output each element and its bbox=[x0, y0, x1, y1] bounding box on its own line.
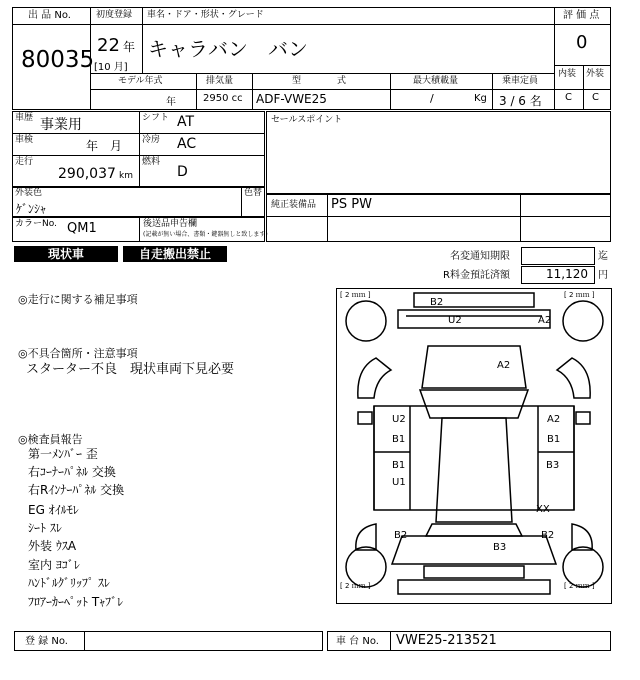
first-reg-label: 初度登録 bbox=[96, 10, 133, 20]
docs-label: 後送品申告欄 bbox=[143, 219, 198, 229]
mark-rear-gate: B3 bbox=[493, 542, 507, 553]
inspector-item: 右Rｲﾝﾅｰﾊﾟﾈﾙ 交換 bbox=[28, 483, 125, 497]
mark-left-front-door: U2 bbox=[392, 414, 406, 425]
name-change-label: 名変通知期限 bbox=[450, 251, 510, 262]
displacement: 2950 cc bbox=[203, 93, 243, 104]
mark-left-rear-door-2: U1 bbox=[392, 477, 406, 488]
equipment-value: PS PW bbox=[331, 197, 372, 212]
mark-right-quarter: XX bbox=[536, 504, 550, 515]
name-change-unit: 迄 bbox=[598, 251, 608, 262]
inspector-item: 外装 ｳｽA bbox=[28, 539, 77, 553]
car-diagram bbox=[336, 288, 612, 604]
sales-point-label: セールスポイント bbox=[271, 115, 343, 125]
tire-front-right bbox=[563, 301, 603, 341]
lot-number: 80035 bbox=[21, 47, 95, 73]
interior-grade: C bbox=[565, 92, 572, 103]
inspector-item: ﾌﾛｱｰｶｰﾍﾟｯﾄ Tｬﾌﾞﾚ bbox=[28, 595, 124, 609]
inspector-item: 第一ﾒﾝﾊﾞｰ 歪 bbox=[28, 447, 98, 461]
ext-color-frame bbox=[12, 187, 265, 217]
registration-label: 登 録 No. bbox=[25, 636, 68, 647]
history-label: 車歴 bbox=[15, 113, 34, 123]
tire-front-left bbox=[346, 301, 386, 341]
recycle-label: R料金預託済額 bbox=[443, 270, 510, 281]
aircon-label: 冷房 bbox=[142, 135, 161, 145]
shift-value: AT bbox=[177, 114, 195, 130]
tire-label-tl: [ 2 ｍｍ ] bbox=[340, 291, 371, 299]
mark-front-bumper: B2 bbox=[430, 297, 444, 308]
type-label: 型 式 bbox=[292, 76, 347, 86]
inspector-item: ｼｰﾄ ｽﾚ bbox=[28, 521, 62, 535]
recycle-unit: 円 bbox=[598, 270, 608, 281]
defects-title: ◎不具合箇所・注意事項 bbox=[18, 347, 138, 360]
mileage-unit: km bbox=[119, 171, 133, 181]
capacity: 3 / 6 名 bbox=[499, 94, 542, 108]
inspector-item: ﾊﾝﾄﾞﾙｸﾞﾘｯﾌﾟ ｽﾚ bbox=[28, 576, 110, 590]
exterior-label: 外装 bbox=[586, 69, 605, 79]
docs-note: (記載が無い場合、書類・鍵器無しと致します) bbox=[143, 231, 268, 238]
inspector-item: 右ｺｰﾅｰﾊﾟﾈﾙ 交換 bbox=[28, 465, 116, 479]
max-load-unit: Kg bbox=[474, 93, 487, 104]
tire-label-bl: [ 2 ｍｍ ] bbox=[340, 582, 371, 590]
tire-rear-left bbox=[346, 547, 386, 587]
mark-right-rear-door: B3 bbox=[546, 460, 560, 471]
color-change-label: 色替 bbox=[244, 188, 263, 198]
equipment-label: 純正装備品 bbox=[271, 200, 317, 210]
car-name: キャラバン バン bbox=[148, 37, 308, 61]
lot-label: 出 品 No. bbox=[28, 10, 71, 21]
inspector-item: 室内 ﾖｺﾞﾚ bbox=[28, 558, 80, 572]
tire-rear-right bbox=[563, 547, 603, 587]
defects-text: スターター不良 現状車両下見必要 bbox=[26, 362, 235, 377]
mark-front-right: A2 bbox=[538, 315, 552, 326]
ext-color-label: 外装色 bbox=[15, 188, 43, 198]
mark-right-rear-corner: B2 bbox=[541, 530, 555, 541]
tire-label-tr: [ 2 ｍｍ ] bbox=[564, 291, 595, 299]
inspection-label: 車検 bbox=[15, 135, 34, 145]
reg-year: 22 bbox=[97, 35, 120, 56]
rating-value: 0 bbox=[576, 32, 588, 53]
mileage-label: 走行 bbox=[15, 157, 34, 167]
status-button: 現状車 bbox=[14, 246, 118, 262]
ext-color-value: ｹﾞﾝｼｬ bbox=[16, 202, 47, 216]
fuel-label: 燃料 bbox=[142, 157, 161, 167]
inspector-title: ◎検査員報告 bbox=[18, 433, 83, 446]
mark-right-front-door-2: B1 bbox=[547, 434, 561, 445]
fuel-value: D bbox=[177, 164, 188, 180]
exterior-grade: C bbox=[592, 92, 599, 103]
model-year-unit: 年 bbox=[166, 97, 176, 108]
mark-right-front-door: A2 bbox=[547, 414, 561, 425]
recycle-value: 11,120 bbox=[546, 267, 588, 281]
car-name-label: 車名・ドア・形状・グレード bbox=[147, 10, 264, 20]
model-year-label: モデル年式 bbox=[118, 76, 163, 86]
displacement-label: 排気量 bbox=[206, 76, 234, 86]
interior-label: 内装 bbox=[558, 69, 577, 79]
color-no-value: QM1 bbox=[67, 221, 97, 236]
mark-hood: A2 bbox=[497, 360, 511, 371]
chassis-label: 車 台 No. bbox=[336, 636, 379, 647]
capacity-label: 乗車定員 bbox=[502, 76, 539, 86]
mark-front-panel: U2 bbox=[448, 315, 462, 326]
mark-left-rear-door: B1 bbox=[392, 460, 406, 471]
color-no-label: カラーNo. bbox=[15, 219, 57, 229]
max-load-sep: / bbox=[430, 92, 434, 105]
equipment-frame bbox=[266, 194, 611, 242]
mileage-value: 290,037 bbox=[58, 166, 116, 182]
inspector-item: EG ｵｲﾙﾓﾚ bbox=[28, 503, 79, 517]
name-change-box bbox=[521, 247, 595, 265]
type-value: ADF-VWE25 bbox=[256, 92, 327, 106]
mark-left-front-door-2: B1 bbox=[392, 434, 406, 445]
chassis-number: VWE25-213521 bbox=[396, 633, 497, 648]
tire-label-br: [ 2 ｍｍ ] bbox=[564, 582, 595, 590]
max-load-label: 最大積載量 bbox=[413, 76, 459, 86]
inspection-value: 年 月 bbox=[86, 139, 123, 153]
driving-notes-title: ◎走行に関する補足事項 bbox=[18, 293, 138, 306]
history-value: 事業用 bbox=[40, 117, 82, 133]
mark-left-rear-corner: B2 bbox=[394, 530, 408, 541]
aircon-value: AC bbox=[177, 136, 197, 152]
reg-month: [10 月] bbox=[94, 62, 128, 73]
rating-label: 評 価 点 bbox=[563, 10, 600, 21]
reg-year-unit: 年 bbox=[123, 40, 136, 54]
no-self-drive-button: 自走搬出禁止 bbox=[123, 246, 227, 262]
shift-label: シフト bbox=[142, 113, 170, 123]
